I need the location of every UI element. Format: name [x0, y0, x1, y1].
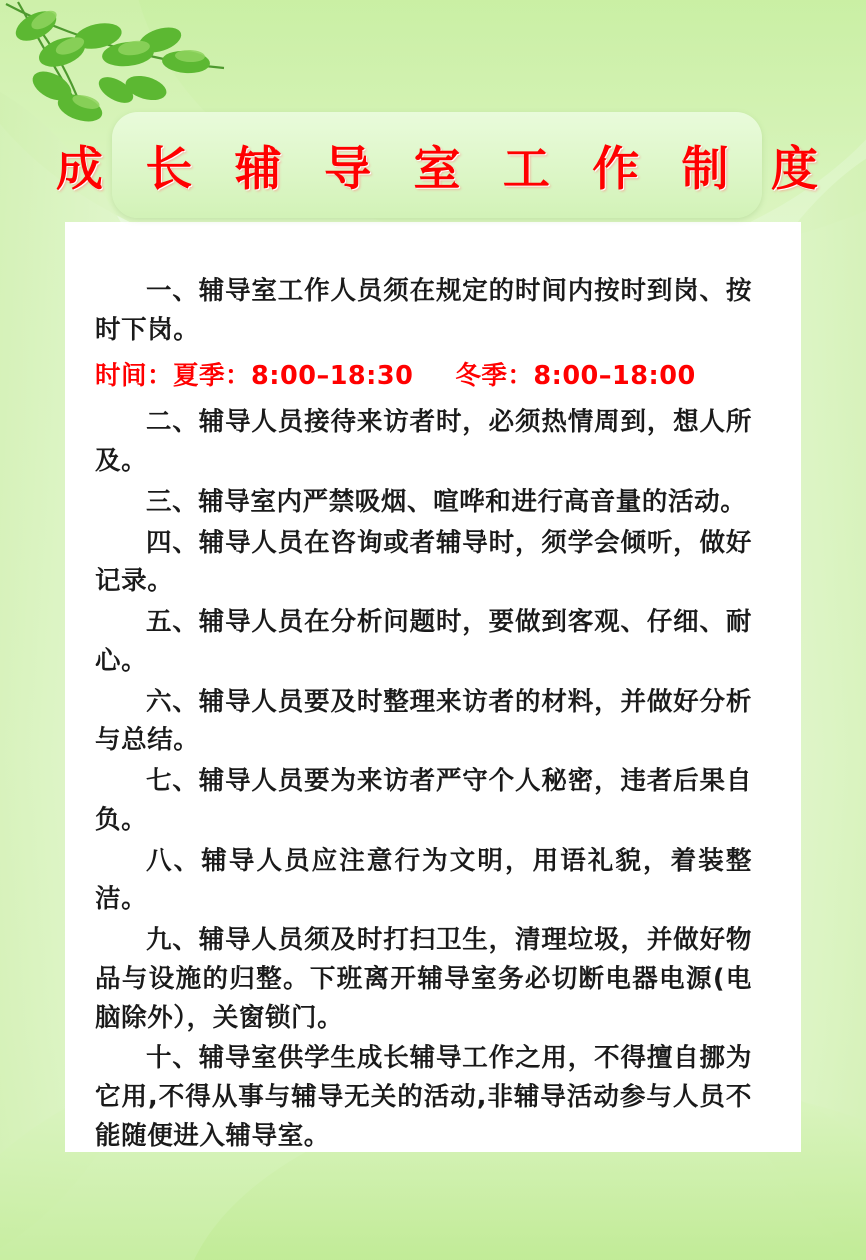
- rule-item-10: 十、辅导室供学生成长辅导工作之用，不得擅自挪为它用,不得从事与辅导无关的活动,非辅导活动参与人员不能随便进入辅导室。: [95, 1043, 752, 1151]
- rule-item-4: 四、辅导人员在咨询或者辅导时，须学会倾听，做好记录。: [95, 527, 752, 597]
- office-hours-line: [95, 357, 752, 396]
- rule-item-5: 五、辅导人员在分析问题时，要做到客观、仔细、耐心。: [95, 607, 752, 676]
- title-plaque: [56, 112, 831, 218]
- hours-label: 时间：: [95, 360, 174, 391]
- rule-item-6: 六、辅导人员要及时整理来访者的材料，并做好分析与总结。: [95, 686, 752, 756]
- rule-item-7: 七、辅导人员要为来访者严守个人秘密，违者后果自负。: [95, 766, 752, 835]
- rule-item-3: 三、辅导室内严禁吸烟、喧哗和进行高音量的活动。: [146, 486, 747, 517]
- rule-item-2: 二、辅导人员接待来访者时，必须热情周到，想人所及。: [95, 407, 752, 476]
- hours-winter: 冬季：8:00–18:00: [455, 360, 696, 391]
- rules-body: [95, 272, 752, 1158]
- hours-summer: 夏季：8:00–18:30: [173, 360, 414, 391]
- rule-item-1: 一、辅导室工作人员须在规定的时间内按时到岗、按时下岗。: [95, 276, 752, 345]
- page-title: 成 长 辅 导 室 工 作 制 度: [56, 141, 831, 197]
- rule-item-8: 八、辅导人员应注意行为文明，用语礼貌，着装整洁。: [95, 845, 752, 915]
- rule-item-9: 九、辅导人员须及时打扫卫生，清理垃圾，并做好物品与设施的归整。下班离开辅导室务必切断电器电源(电脑除外），关窗锁门。: [95, 925, 752, 1033]
